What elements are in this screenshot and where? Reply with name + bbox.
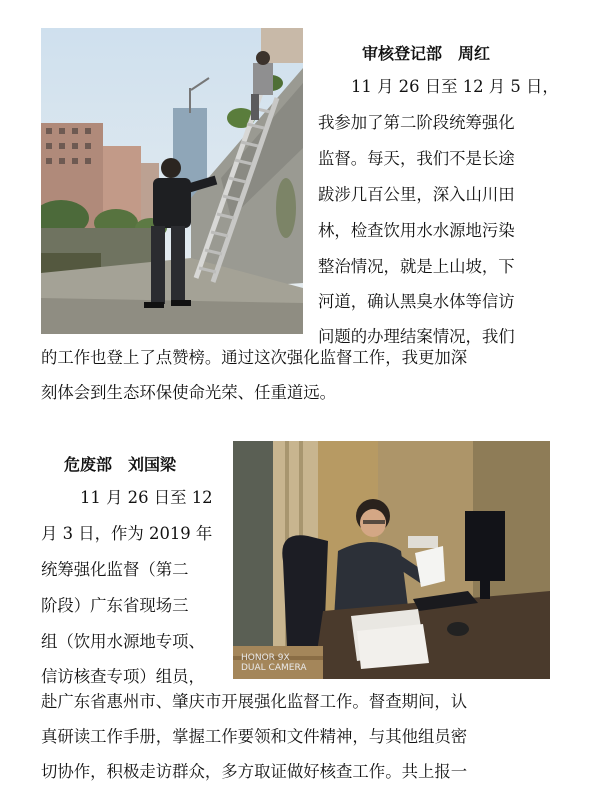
section-2-line: 赴广东省惠州市、肇庆市开展强化监督工作。督查期间，认 [41,692,468,711]
section-2-line: 统筹强化监督（第二 [41,560,189,579]
section-2-line: 11 月 26 日至 12 [80,488,213,507]
inspection-photo-desk [233,441,550,679]
section-2-line: 切协作，积极走访群众，多方取证做好核查工作。共上报一 [41,762,468,781]
section-2-line: 阶段）广东省现场三 [41,596,189,615]
section-1-line: 整治情况，就是上山坡，下 [318,257,515,276]
section-2-heading: 危废部 刘国梁 [64,455,177,474]
section-1-line: 问题的办理结案情况，我们 [318,327,515,346]
section-2-line: 真研读工作手册，掌握工作要领和文件精神，与其他组员密 [41,727,468,746]
camera-watermark-line: DUAL CAMERA [241,663,307,673]
section-2-line: 组（饮用水源地专项、 [41,632,205,651]
section-1-heading: 审核登记部 周红 [362,44,491,63]
section-2-line: 月 3 日，作为 2019 年 [41,524,213,543]
section-1-line: 刻体会到生态环保使命光荣、任重道远。 [41,383,337,402]
inspection-photo-ladder [41,28,303,334]
camera-watermark [241,653,307,673]
section-1-line: 河道，确认黑臭水体等信访 [318,292,515,311]
section-1-line: 林，检查饮用水水源地污染 [318,221,515,240]
section-1-line: 监督。每天，我们不是长途 [318,149,515,168]
section-1-line: 跋涉几百公里，深入山川田 [318,185,515,204]
section-1-line: 11 月 26 日至 12 月 5 日， [351,77,559,96]
section-1-line: 我参加了第二阶段统筹强化 [318,113,515,132]
camera-watermark-line: HONOR 9X [241,653,290,663]
section-2-line: 信访核查专项）组员， [41,667,205,686]
section-1-line: 的工作也登上了点赞榜。通过这次强化监督工作，我更加深 [41,348,468,367]
